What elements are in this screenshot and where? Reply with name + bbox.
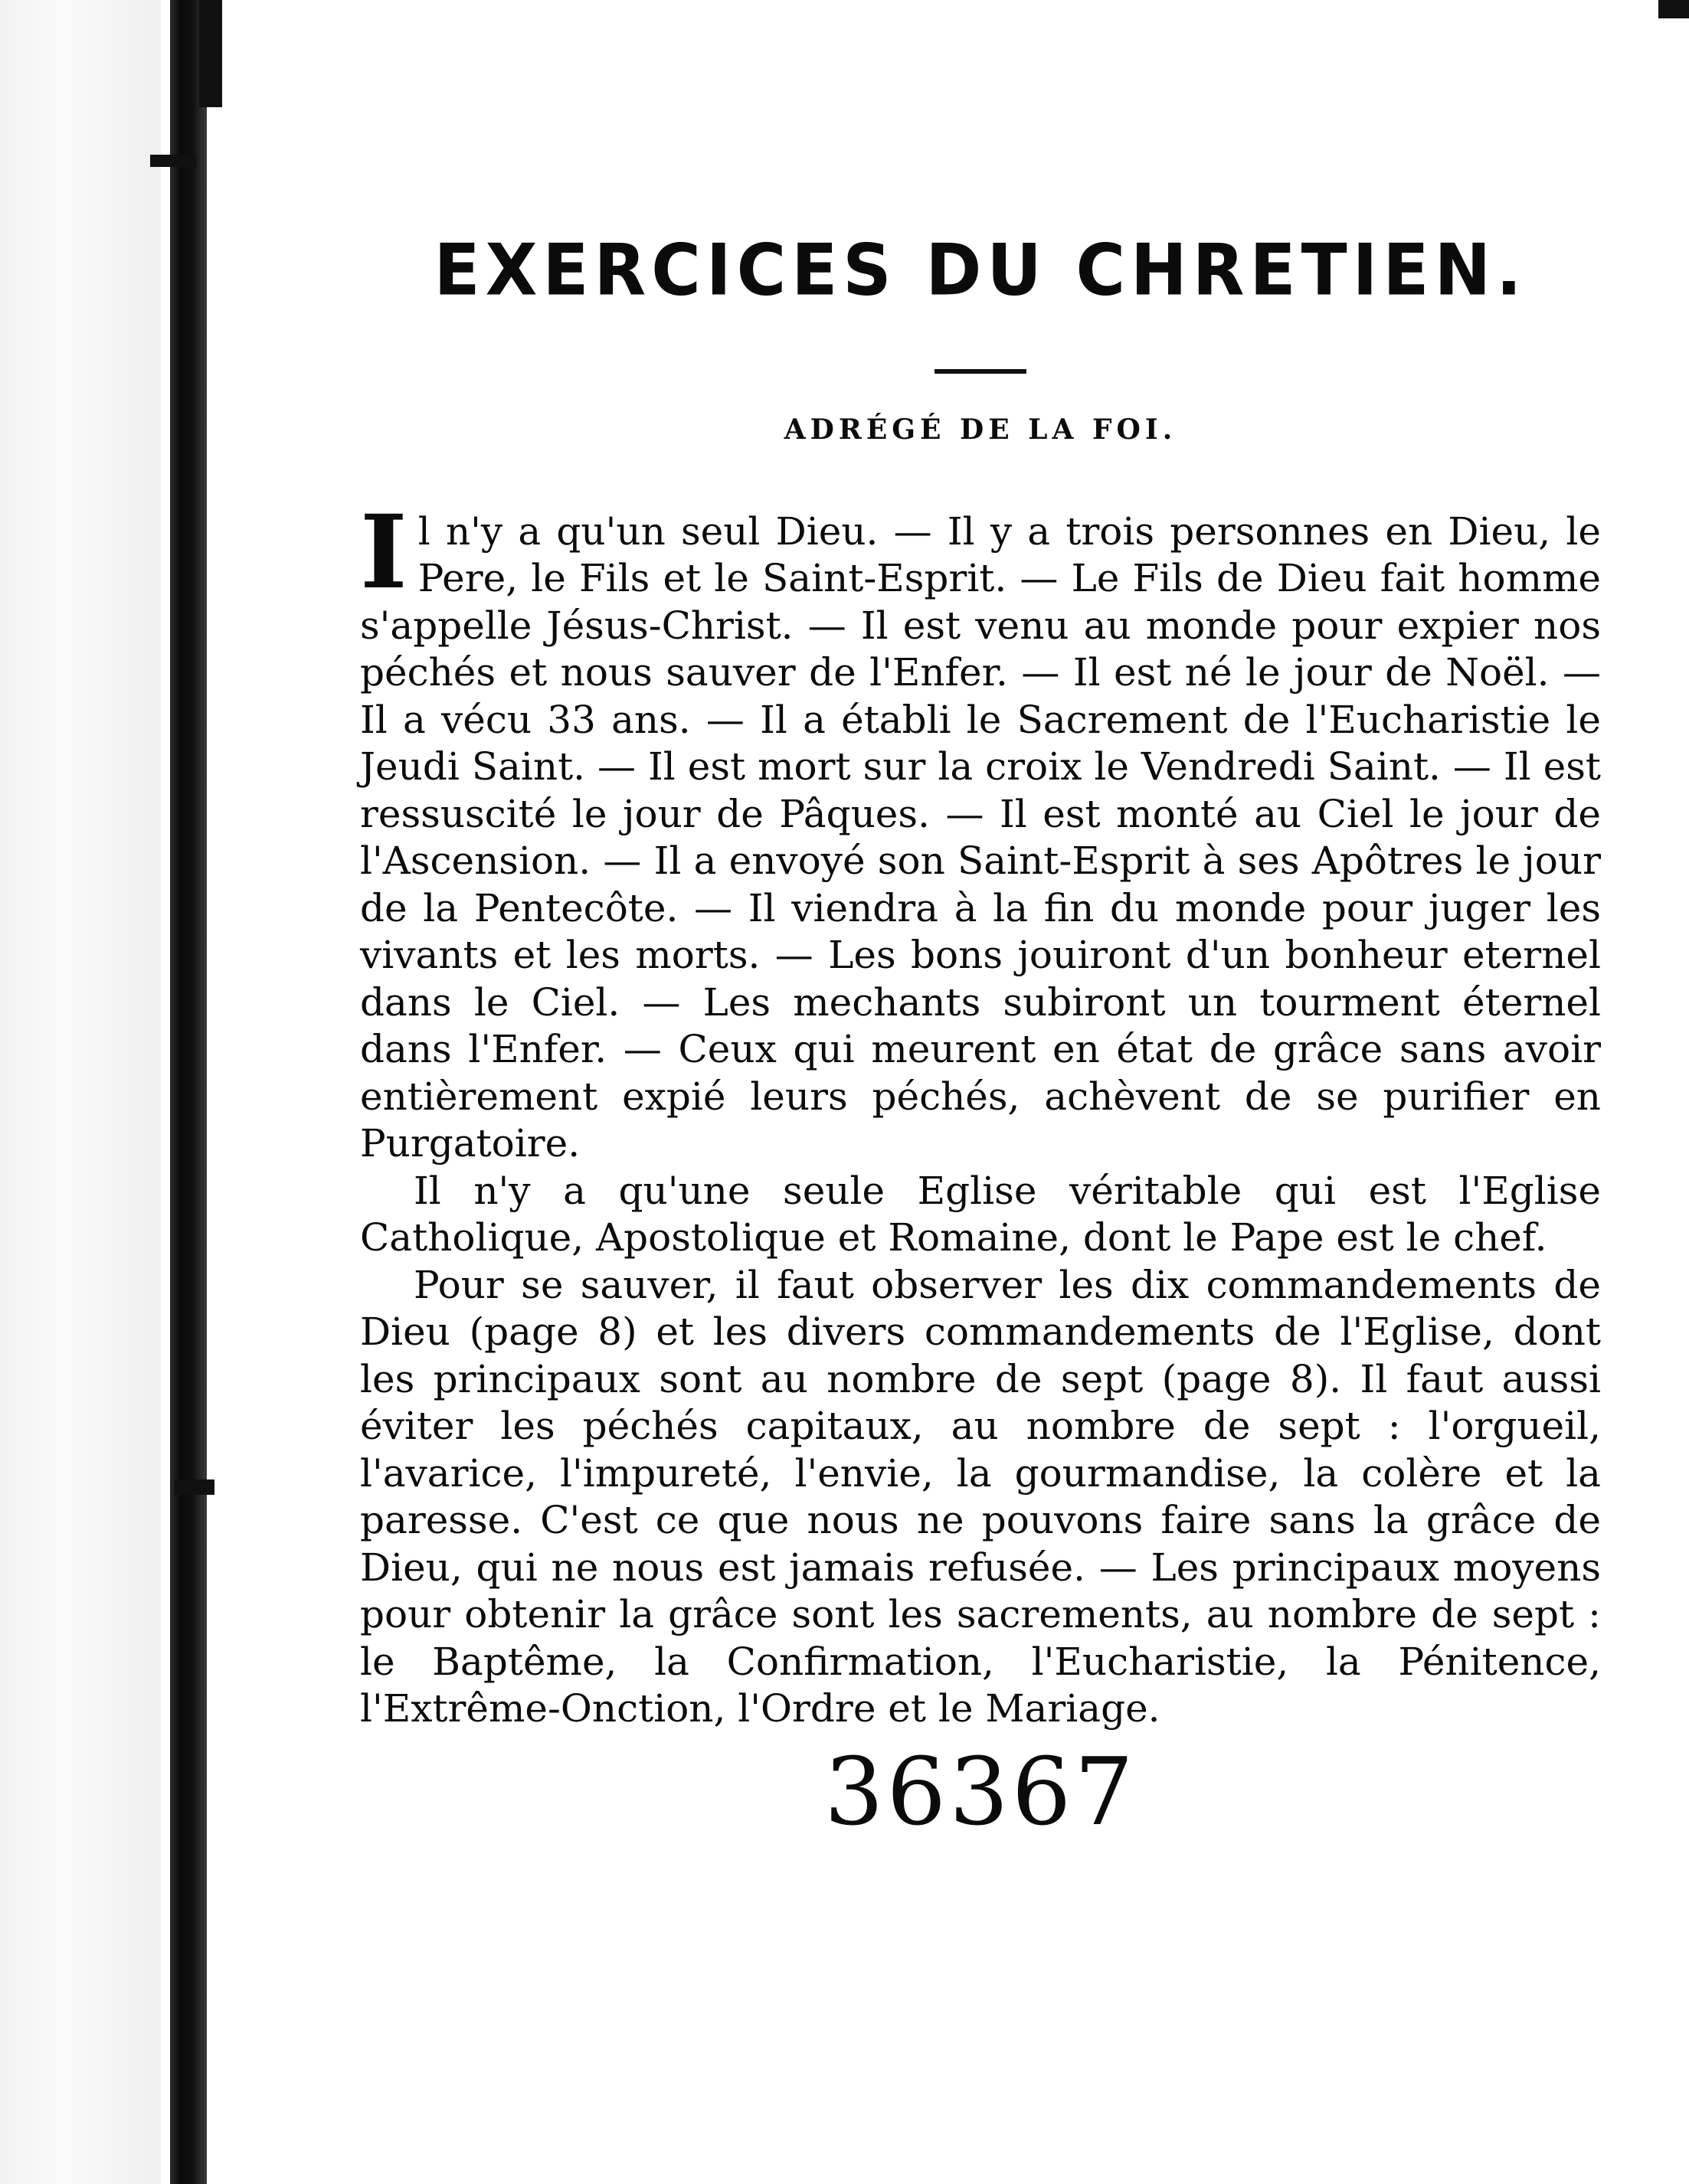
paragraph-3: Pour se sauver, il faut observer les dix commandements de Dieu (page 8) et les divers commandements de l'Eglise, dont les principaux sont au nombre de sept (page 8). Il faut aussi éviter les péchés capitaux, au nombre de sept : l'orgueil, l'avarice, l'impureté, l'envie, la gourmandise, la colère et la paresse. C'est ce que nous ne pouvons faire sans la grâce de Dieu, qui ne nous est jamais refusée. — Les principaux moyens pour obtenir la grâce sont les sacrements, au nombre de sept : le Baptême, la Confirmation, l'Eucharistie, la Pénitence, l'Extrême-Onction, l'Ordre et le Mariage. xyxy=(360,1262,1601,1731)
title-rule xyxy=(935,369,1026,374)
page-content xyxy=(360,228,1601,1846)
binding-notch-bottom xyxy=(175,1479,214,1495)
section-subtitle: ADRÉGÉ DE LA FOI. xyxy=(784,413,1177,446)
paragraph-1 xyxy=(360,492,1601,1168)
binding-notch-top xyxy=(150,155,196,167)
paragraph-2: Il n'y a qu'une seule Eglise véritable qui est l'Eglise Catholique, Apostolique et Romaine, dont le Pape est le chef. xyxy=(360,1168,1601,1260)
top-bar-mark xyxy=(199,0,260,107)
paragraph-1-text: l n'y a qu'un seul Dieu. — Il y a trois personnes en Dieu, le Pere, le Fils et le Saint-Esprit. — Le Fils de Dieu fait homme s'appelle Jésus-Christ. — Il est venu au monde pour expier nos péchés et nous sauver de l'Enfer. — Il est né le jour de Noël. — Il a vécu 33 ans. — Il a établi le Sacrement de l'Eucharistie le Jeudi Saint. — Il est mort sur la croix le Vendredi Saint. — Il est ressuscité le jour de Pâques. — Il est monté au Ciel le jour de l'Ascension. — Il a envoyé son Saint-Esprit à ses Apôtres le jour de la Pentecôte. — Il viendra à la fin du monde pour juger les vivants et les morts. — Les bons jouiront d'un bonheur eternel dans le Ciel. — Les mechants subiront un tourment éternel dans l'Enfer. — Ceux qui meurent en état de grâce sans avoir entièrement expié leurs péchés, achèvent de se purifier en Purgatoire. xyxy=(360,508,1601,1166)
page-title: EXERCICES DU CHRETIEN. xyxy=(434,228,1527,312)
book-binding xyxy=(170,0,207,2184)
page-number: 36367 xyxy=(823,1737,1137,1846)
left-page-edge xyxy=(0,0,161,2184)
drop-cap: I xyxy=(360,492,408,612)
corner-mark xyxy=(1658,0,1689,18)
